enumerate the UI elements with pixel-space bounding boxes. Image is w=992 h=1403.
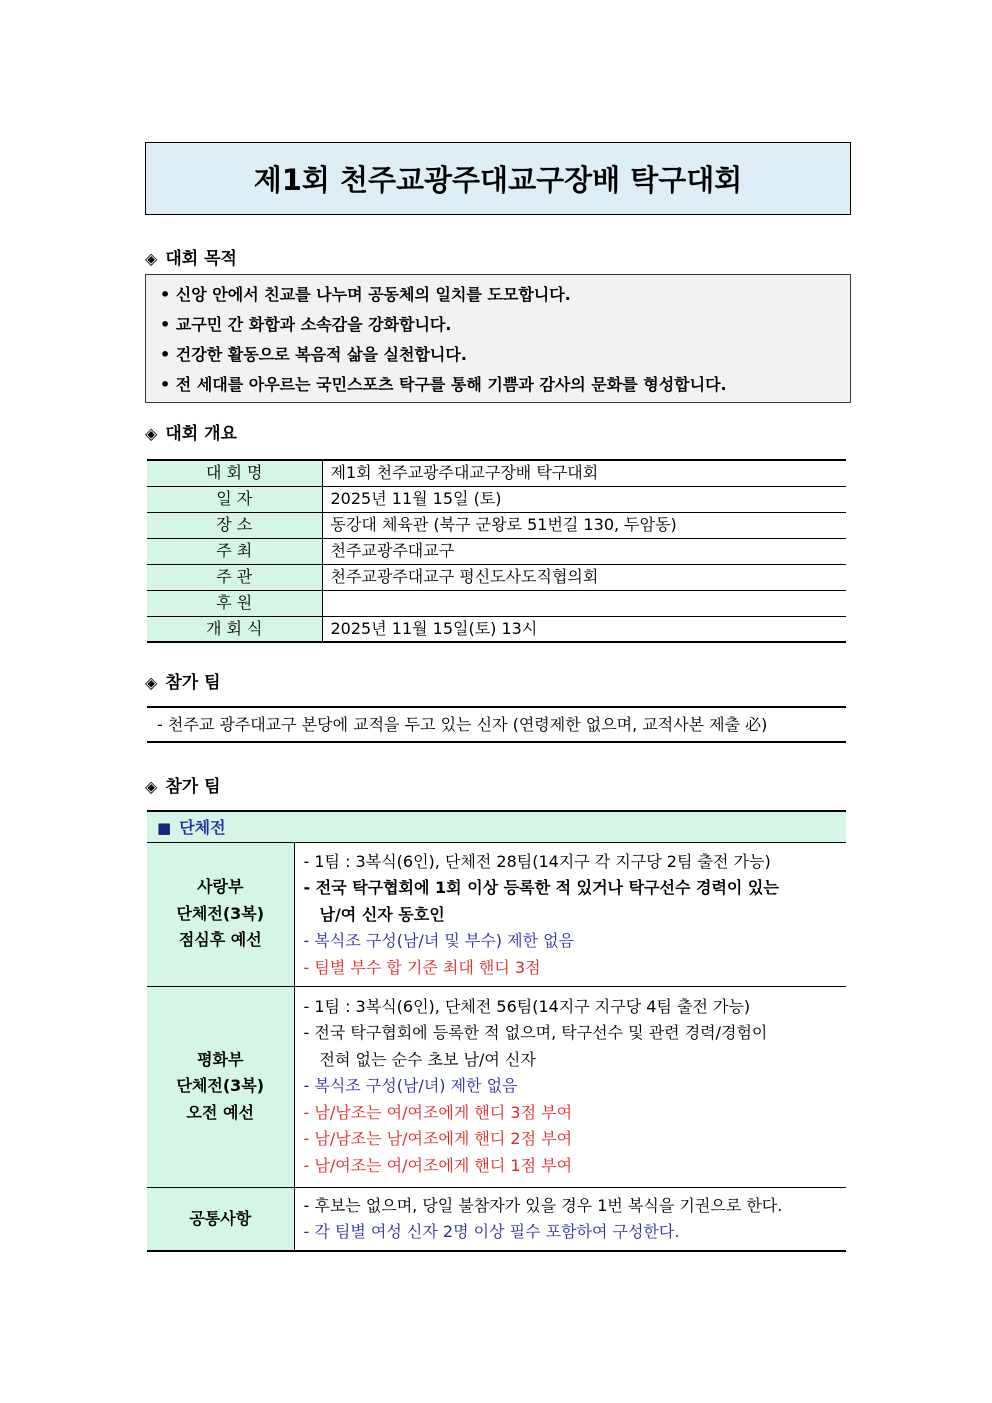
- division-label-line: 공통사항: [189, 1208, 252, 1228]
- diamond-bullet-icon: ◈: [145, 777, 158, 796]
- overview-label: 주 관: [147, 564, 322, 590]
- detail-line: - 남/여조는 여/여조에게 핸디 1점 부여: [303, 1155, 573, 1175]
- division-label-line: 오전 예선: [186, 1102, 254, 1122]
- overview-label: 주 최: [147, 538, 322, 564]
- overview-row: [147, 486, 846, 512]
- purpose-item: • 교구민 간 화합과 소속감을 강화합니다.: [160, 315, 452, 334]
- document-title-box: [145, 142, 851, 215]
- overview-value: 2025년 11월 15일(토) 13시: [322, 616, 846, 642]
- purpose-item: • 신앙 안에서 친교를 나누며 공동체의 일치를 도모합니다.: [160, 285, 571, 304]
- division-label-cell: [147, 986, 294, 1187]
- diamond-bullet-icon: ◈: [145, 249, 158, 268]
- square-bullet-icon: ■: [157, 819, 172, 838]
- overview-value: [322, 590, 846, 616]
- eligibility-box: [147, 706, 846, 743]
- division-label-line: 단체전(3복): [176, 903, 265, 923]
- purpose-item: • 건강한 활동으로 복음적 삶을 실천합니다.: [160, 345, 467, 364]
- detail-line: - 남/남조는 여/여조에게 핸디 3점 부여: [303, 1102, 573, 1122]
- overview-row: [147, 512, 846, 538]
- section-heading-purpose: [145, 247, 237, 271]
- division-label-line: 사랑부: [197, 877, 244, 897]
- division-detail-list: [295, 1188, 847, 1246]
- purpose-item: • 전 세대를 아우르는 국민스포츠 탁구를 통해 기쁨과 감사의 문화를 형성합니다.: [160, 375, 727, 394]
- overview-row: [147, 460, 846, 486]
- detail-line: - 1팀 : 3복식(6인), 단체전 56팀(14지구 지구당 4팀 출전 가능): [303, 996, 751, 1016]
- section-heading-eligibility: [145, 671, 221, 695]
- overview-value: 천주교광주대교구 평신도사도직협의회: [322, 564, 846, 590]
- overview-value: 제1회 천주교광주대교구장배 탁구대회: [322, 460, 846, 486]
- diamond-bullet-icon: ◈: [145, 673, 158, 692]
- detail-line: - 복식조 구성(남/녀 및 부수) 제한 없음: [303, 931, 575, 950]
- team-division-row: [147, 1187, 846, 1251]
- diamond-bullet-icon: ◈: [145, 424, 158, 443]
- overview-value: 천주교광주대교구: [322, 538, 846, 564]
- teams-header-cell: [147, 811, 846, 842]
- teams-section-label: 단체전: [179, 818, 226, 838]
- detail-line: - 각 팀별 여성 신자 2명 이상 필수 포함하여 구성한다.: [303, 1222, 680, 1241]
- detail-line: - 후보는 없으며, 당일 불참자가 있을 경우 1번 복식을 기권으로 한다.: [303, 1195, 783, 1215]
- division-detail-list: [295, 987, 847, 1180]
- teams-header-row: [147, 811, 846, 842]
- division-label-cell: [147, 842, 294, 986]
- team-division-row: [147, 986, 846, 1187]
- division-label-line: 평화부: [197, 1049, 244, 1069]
- overview-label: 개 회 식: [147, 616, 322, 642]
- overview-value: 동강대 체육관 (북구 군왕로 51번길 130, 두암동): [322, 512, 846, 538]
- detail-line: - 전국 탁구협회에 1회 이상 등록한 적 있거나 탁구선수 경력이 있는: [303, 878, 779, 897]
- detail-line: - 복식조 구성(남/녀) 제한 없음: [303, 1076, 518, 1095]
- overview-row: [147, 564, 846, 590]
- detail-line-continuation: 전혀 없는 순수 초보 남/여 신자: [319, 1049, 536, 1069]
- section-heading-text: 대회 개요: [165, 424, 237, 444]
- overview-label: 대 회 명: [147, 460, 322, 486]
- detail-line: - 팀별 부수 합 기준 최대 핸디 3점: [303, 957, 541, 977]
- overview-row: [147, 538, 846, 564]
- section-heading-text: 참가 팀: [165, 673, 221, 693]
- overview-row: [147, 616, 846, 642]
- team-division-row: [147, 842, 846, 986]
- eligibility-text: - 천주교 광주대교구 본당에 교적을 두고 있는 신자 (연령제한 없으며, 교적사본 제출 必): [157, 715, 768, 734]
- division-detail-cell: [294, 986, 846, 1187]
- detail-line: - 1팀 : 3복식(6인), 단체전 28팀(14지구 각 지구당 2팀 출전 가능): [303, 851, 771, 871]
- teams-table: [147, 810, 846, 1252]
- section-heading-text: 대회 목적: [165, 249, 237, 269]
- overview-table: [147, 459, 846, 643]
- detail-line-continuation: 남/여 신자 동호인: [319, 904, 445, 924]
- detail-line: - 남/남조는 남/여조에게 핸디 2점 부여: [303, 1129, 573, 1148]
- section-heading-overview: [145, 422, 237, 446]
- section-heading-text: 참가 팀: [165, 777, 221, 797]
- section-heading-teams: [145, 775, 221, 799]
- purpose-box: [145, 274, 851, 403]
- detail-line: - 전국 탁구협회에 등록한 적 없으며, 탁구선수 및 관련 경력/경험이: [303, 1023, 768, 1042]
- overview-label: 장 소: [147, 512, 322, 538]
- division-detail-cell: [294, 1187, 846, 1251]
- division-detail-cell: [294, 842, 846, 986]
- overview-label: 일 자: [147, 486, 322, 512]
- overview-label: 후 원: [147, 590, 322, 616]
- division-label-cell: [147, 1187, 294, 1251]
- overview-row: [147, 590, 846, 616]
- overview-value: 2025년 11월 15일 (토): [322, 486, 846, 512]
- division-detail-list: [295, 843, 847, 982]
- division-label-line: 단체전(3복): [176, 1076, 265, 1096]
- document-title: 제1회 천주교광주대교구장배 탁구대회: [253, 163, 743, 197]
- division-label-line: 점심후 예선: [178, 930, 262, 950]
